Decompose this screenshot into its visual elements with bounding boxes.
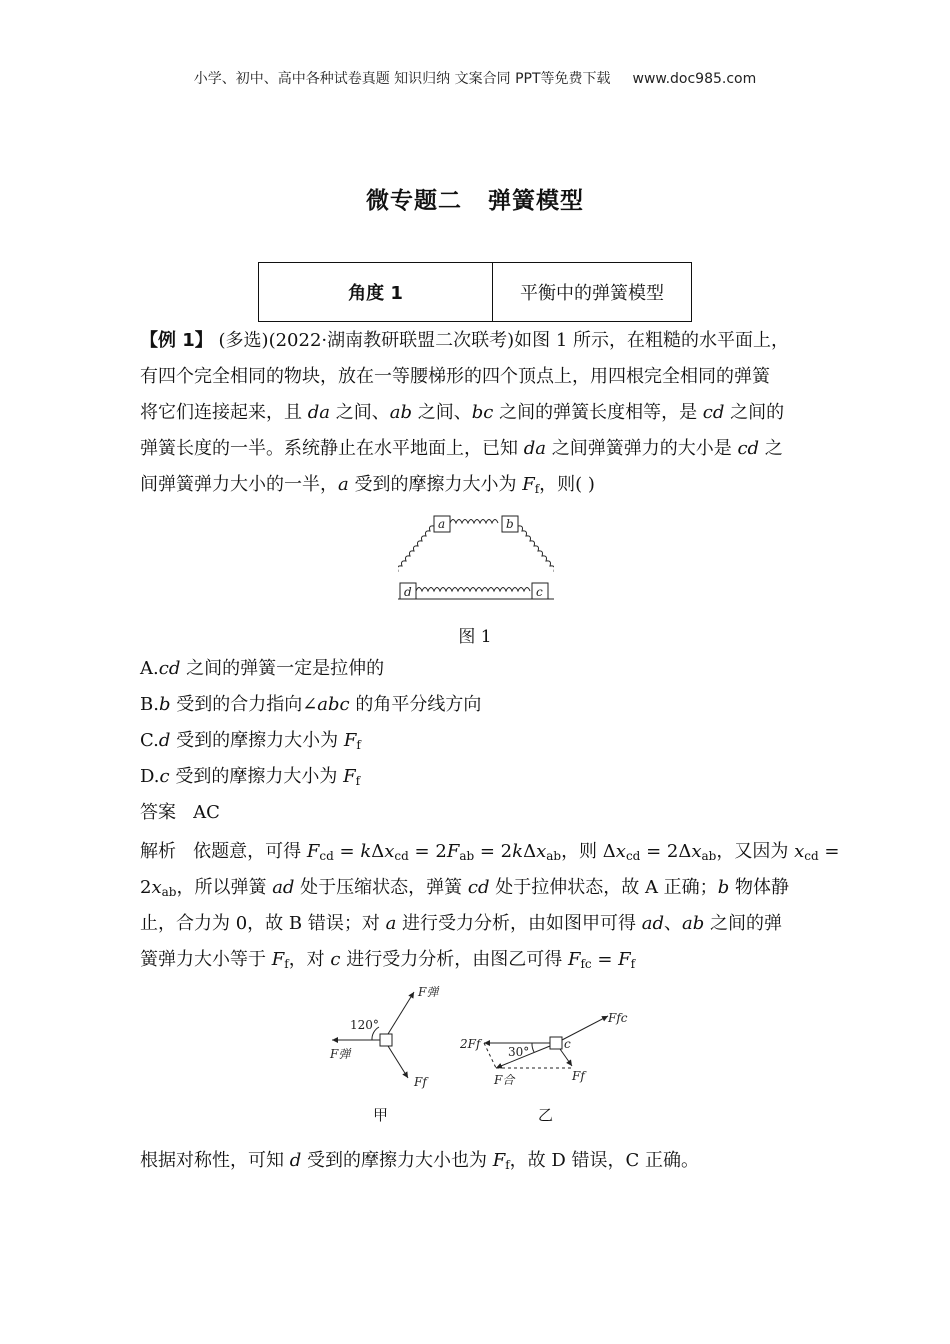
arrow-f-friction	[388, 1046, 408, 1078]
dashed-left	[484, 1043, 496, 1068]
site-header	[0, 68, 950, 88]
force-diagram-yi	[460, 1002, 640, 1094]
label-2ff: 2Ff	[460, 1037, 481, 1051]
block-yi	[550, 1037, 562, 1049]
question-line-1: 【例 1】 (多选)(2022·湖南教研联盟二次联考)如图 1 所示，在粗糙的水平面上，	[140, 330, 790, 351]
label-d: d	[404, 585, 412, 599]
label-f-f-yi: Ff	[572, 1069, 585, 1083]
option-b: B.b 受到的合力指向∠abc 的角平分线方向	[140, 694, 482, 715]
spring-bc	[518, 526, 554, 576]
spring-dc	[416, 588, 530, 592]
arrow-f-spring-top	[388, 992, 414, 1034]
force-diagram-jia	[322, 982, 442, 1092]
angle-table	[258, 262, 692, 322]
arrow-f-f	[560, 1049, 572, 1066]
question-line-3: 将它们连接起来，且 da 之间、ab 之间、bc 之间的弹簧长度相等，是 cd 之间的	[140, 402, 785, 423]
label-f-net: F合	[494, 1073, 515, 1087]
question-source: (多选)(2022·湖南教研联盟二次联考)	[218, 330, 515, 351]
option-c: C.d 受到的摩擦力大小为 $F_f$	[140, 730, 361, 752]
answer-line	[140, 795, 812, 831]
label-angle-30: 30°	[508, 1045, 530, 1059]
label-c: c	[536, 585, 543, 599]
question-tag: 【例 1】	[140, 330, 213, 351]
angle-label: 角度 1	[259, 263, 493, 322]
figure-1-caption: 图 1	[458, 627, 492, 647]
option-a: A.cd 之间的弹簧一定是拉伸的	[140, 658, 385, 679]
option-d: D.c 受到的摩擦力大小为 $F_f$	[140, 766, 361, 788]
label-b: b	[506, 517, 514, 531]
analysis-line-1: 解析 依题意，可得 $F_{cd} = k\Delta x_{cd} = 2F_{ab} = 2k\Delta x_{ab}$，则 $\Delta x_{cd} = 2\Delta x_{ab}$，又因为 $x_{cd}$ =	[140, 841, 840, 863]
header-text: 小学、初中、高中各种试卷真题 知识归纳 文案合同 PPT等免费下载	[193, 71, 611, 87]
options-list	[140, 651, 812, 831]
force-caption-jia: 甲	[373, 1106, 389, 1124]
question-line-4: 弹簧长度的一半。系统静止在水平地面上，已知 da 之间弹簧弹力的大小是 cd 之	[140, 438, 783, 459]
label-f-friction: Ff	[414, 1075, 427, 1089]
angle-arc-30	[532, 1043, 534, 1052]
answer-value: AC	[193, 802, 220, 823]
label-angle-120: 120°	[350, 1018, 379, 1032]
question-line-5: 间弹簧弹力大小的一半，a 受到的摩擦力大小为 $F_f$，则( )	[140, 474, 595, 496]
angle-topic: 平衡中的弹簧模型	[493, 263, 692, 322]
analysis-line-3: 止，合力为 0，故 B 错误；对 a 进行受力分析，由如图甲可得 ad、ab 之间的弹	[140, 913, 783, 934]
spring-ab	[450, 520, 498, 524]
question-line-2: 有四个完全相同的物块，放在一等腰梯形的四个顶点上，用四根完全相同的弹簧	[140, 366, 770, 387]
label-f-fc: Ffc	[608, 1011, 628, 1025]
spring-ad	[398, 526, 434, 576]
label-a: a	[438, 517, 446, 531]
conclusion-text	[140, 1143, 812, 1179]
analysis-line-4: 簧弹力大小等于 $F_f$，对 c 进行受力分析，由图乙可得 $F_{fc} = F_f$	[140, 949, 636, 971]
title-part1: 微专题二	[366, 188, 462, 214]
label-f-spring-top: F弹	[418, 985, 439, 999]
question-text	[140, 323, 812, 503]
label-c-yi: c	[564, 1037, 571, 1051]
header-url[interactable]: www.doc985.com	[632, 71, 757, 87]
force-caption-yi: 乙	[538, 1106, 554, 1124]
conclusion-line: 根据对称性，可知 d 受到的摩擦力大小也为 $F_f$，故 D 错误，C 正确。	[140, 1150, 700, 1172]
analysis-line-2: $2x_{ab}$，所以弹簧 ad 处于压缩状态，弹簧 cd 处于拉伸状态，故 A 正确；b 物体静	[140, 877, 789, 899]
title-part2: 弹簧模型	[488, 188, 584, 214]
page-title	[0, 182, 950, 215]
block-jia	[380, 1034, 392, 1046]
figure-1-springs	[398, 512, 554, 604]
analysis-label: 解析	[140, 841, 176, 862]
analysis-text	[140, 834, 840, 978]
answer-label: 答案	[140, 802, 176, 823]
label-f-spring-left: F弹	[330, 1047, 351, 1061]
